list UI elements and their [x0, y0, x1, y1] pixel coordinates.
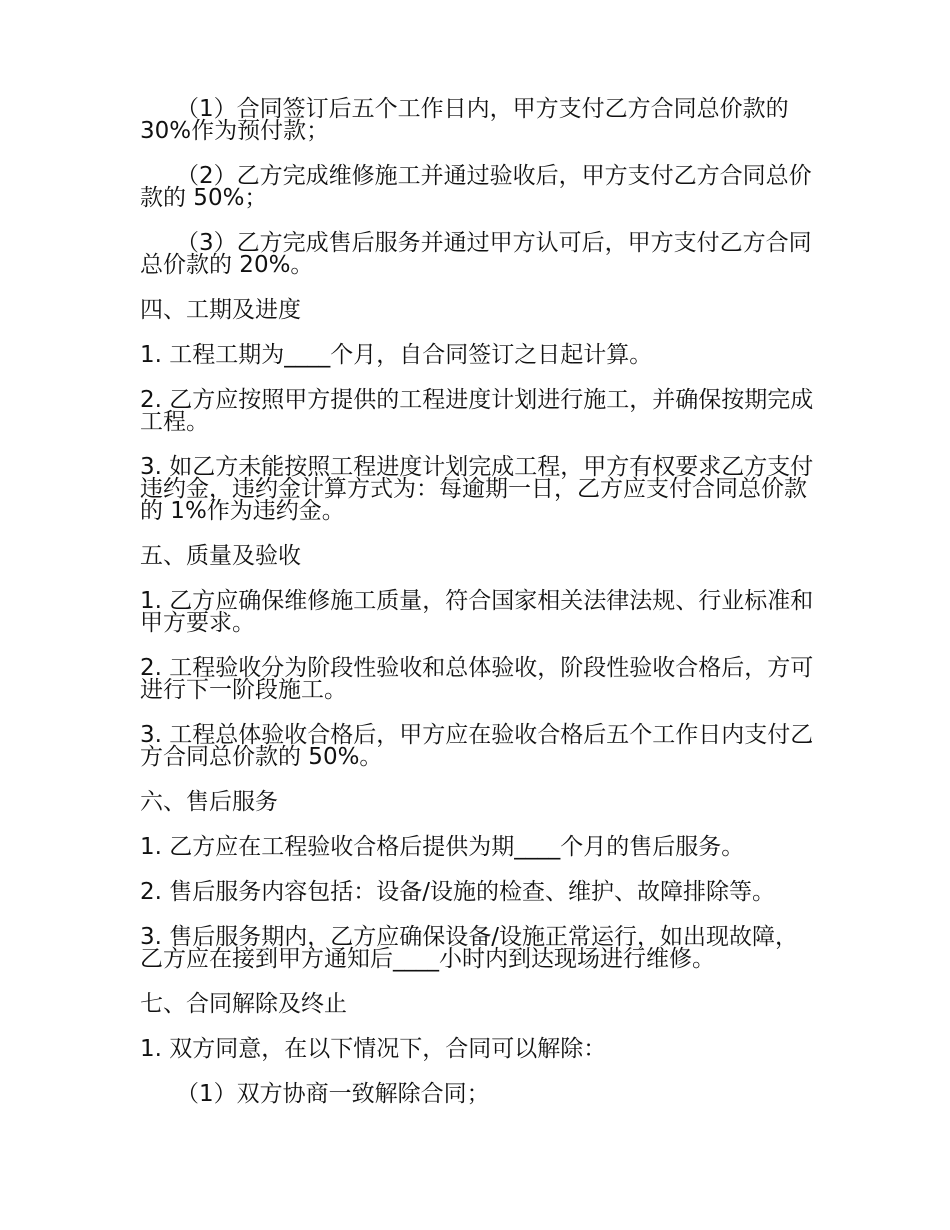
termination-clause-1: 1. 双方同意，在以下情况下，合同可以解除： [140, 1036, 607, 1062]
section-heading-quality: 五、质量及验收 [140, 543, 301, 569]
payment-clause-2: （2）乙方完成维修施工并通过验收后，甲方支付乙方合同总价款的 50%； [140, 163, 812, 211]
section-heading-service: 六、售后服务 [140, 789, 278, 815]
quality-clause-2: 2. 工程验收分为阶段性验收和总体验收，阶段性验收合格后，方可进行下一阶段施工。 [140, 655, 814, 703]
service-clause-1: 1. 乙方应在工程验收合格后提供为期____个月的售后服务。 [140, 834, 745, 860]
payment-clause-3: （3）乙方完成售后服务并通过甲方认可后，甲方支付乙方合同总价款的 20%。 [140, 230, 812, 278]
quality-clause-1: 1. 乙方应确保维修施工质量，符合国家相关法律法规、行业标准和甲方要求。 [140, 588, 814, 636]
service-clause-3: 3. 售后服务期内，乙方应确保设备/设施正常运行，如出现故障，乙方应在接到甲方通知后____小时内到达现场进行维修。 [140, 924, 799, 972]
schedule-clause-3: 3. 如乙方未能按照工程进度计划完成工程，甲方有权要求乙方支付违约金，违约金计算方式为：每逾期一日，乙方应支付合同总价款的 1%作为违约金。 [140, 454, 814, 524]
schedule-clause-1: 1. 工程工期为____个月，自合同签订之日起计算。 [140, 342, 653, 368]
payment-clause-1: （1）合同签订后五个工作日内，甲方支付乙方合同总价款的 30%作为预付款； [140, 96, 789, 144]
service-clause-2: 2. 售后服务内容包括：设备/设施的检查、维护、故障排除等。 [140, 879, 776, 905]
section-heading-termination: 七、合同解除及终止 [140, 991, 347, 1017]
document-page [140, 98, 820, 1128]
quality-clause-3: 3. 工程总体验收合格后，甲方应在验收合格后五个工作日内支付乙方合同总价款的 50%。 [140, 722, 814, 770]
termination-subclause-1: （1）双方协商一致解除合同； [176, 1081, 490, 1107]
schedule-clause-2: 2. 乙方应按照甲方提供的工程进度计划进行施工，并确保按期完成工程。 [140, 387, 814, 435]
section-heading-schedule: 四、工期及进度 [140, 297, 301, 323]
